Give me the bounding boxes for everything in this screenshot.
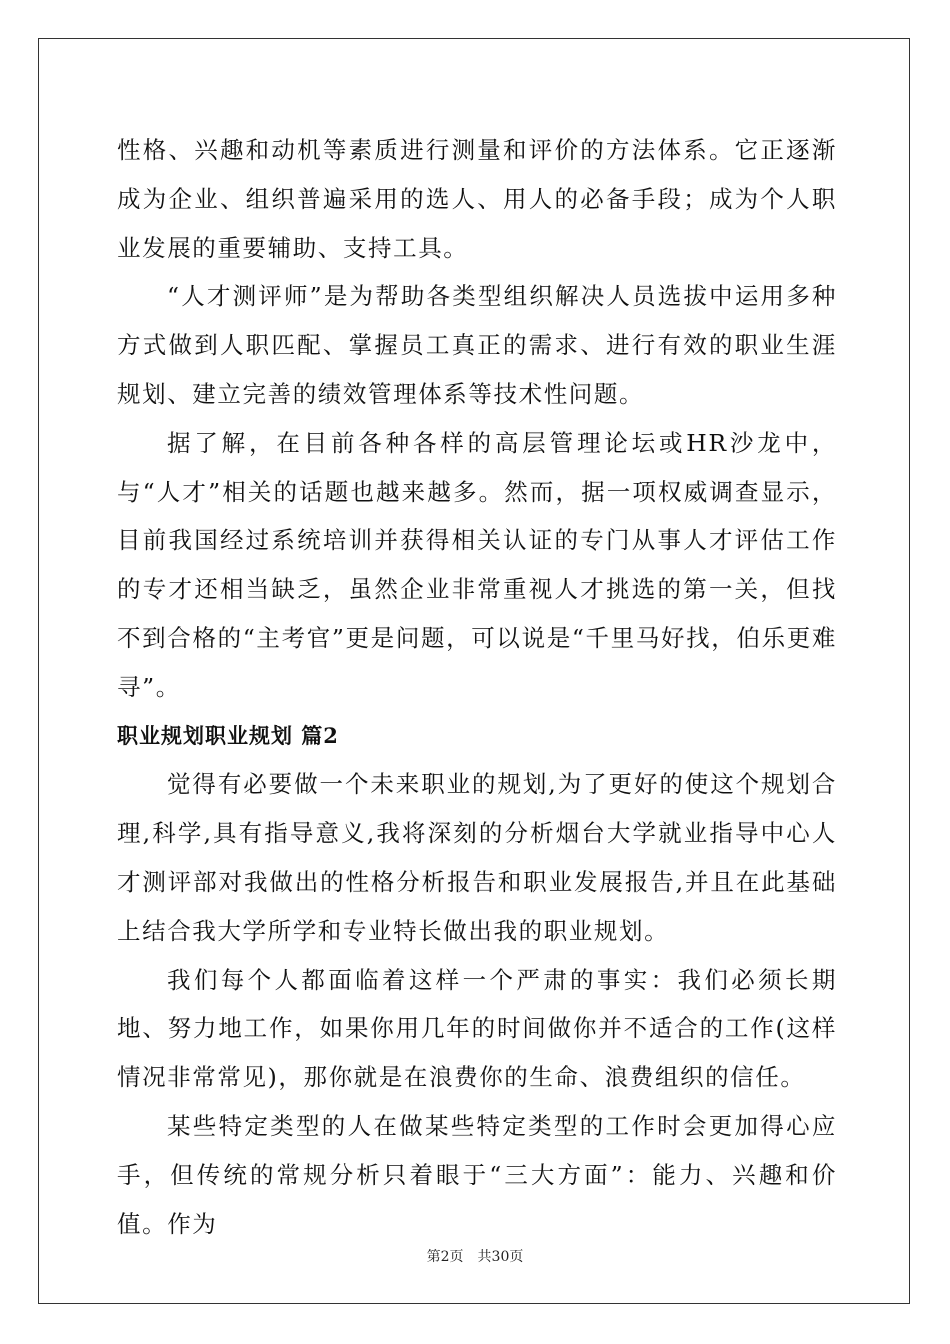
page-number: 第2页 共30页 xyxy=(426,1249,524,1265)
paragraph: 我们每个人都面临着这样一个严肃的事实：我们必须长期地、努力地工作，如果你用几年的时间做你并不适合的工作(这样情况非常常见)，那你就是在浪费你的生命、浪费组织的信任。 xyxy=(117,965,837,1092)
paragraph: 性格、兴趣和动机等素质进行测量和评价的方法体系。它正逐渐成为企业、组织普遍采用的选人、用人的必备手段；成为个人职业发展的重要辅助、支持工具。 xyxy=(117,136,837,262)
paragraph: 觉得有必要做一个未来职业的规划,为了更好的使这个规划合理,科学,具有指导意义,我将深刻的分析烟台大学就业指导中心人才测评部对我做出的性格分析报告和职业发展报告,并且在此基础上结合我大学所学和专业特长做出我的职业规划。 xyxy=(117,770,837,945)
paragraph: 据了解，在目前各种各样的高层管理论坛或HR沙龙中，与“人才”相关的话题也越来越多。然而，据一项权威调查显示，目前我国经过系统培训并获得相关认证的专门从事人才评估工作的专才还相当缺乏，虽然企业非常重视人才挑选的第一关，但找不到合格的“主考官”更是问题，可以说是“千里马好找，伯乐更难寻”。 xyxy=(117,428,837,701)
document-body xyxy=(117,126,837,1248)
paragraph: 某些特定类型的人在做某些特定类型的工作时会更加得心应手，但传统的常规分析只着眼于“三大方面”：能力、兴趣和价值。作为 xyxy=(117,1111,837,1238)
paragraph: “人才测评师”是为帮助各类型组织解决人员选拔中运用多种方式做到人职匹配、掌握员工真正的需求、进行有效的职业生涯规划、建立完善的绩效管理体系等技术性问题。 xyxy=(117,282,837,408)
section-title: 职业规划职业规划 篇2 xyxy=(117,722,339,748)
